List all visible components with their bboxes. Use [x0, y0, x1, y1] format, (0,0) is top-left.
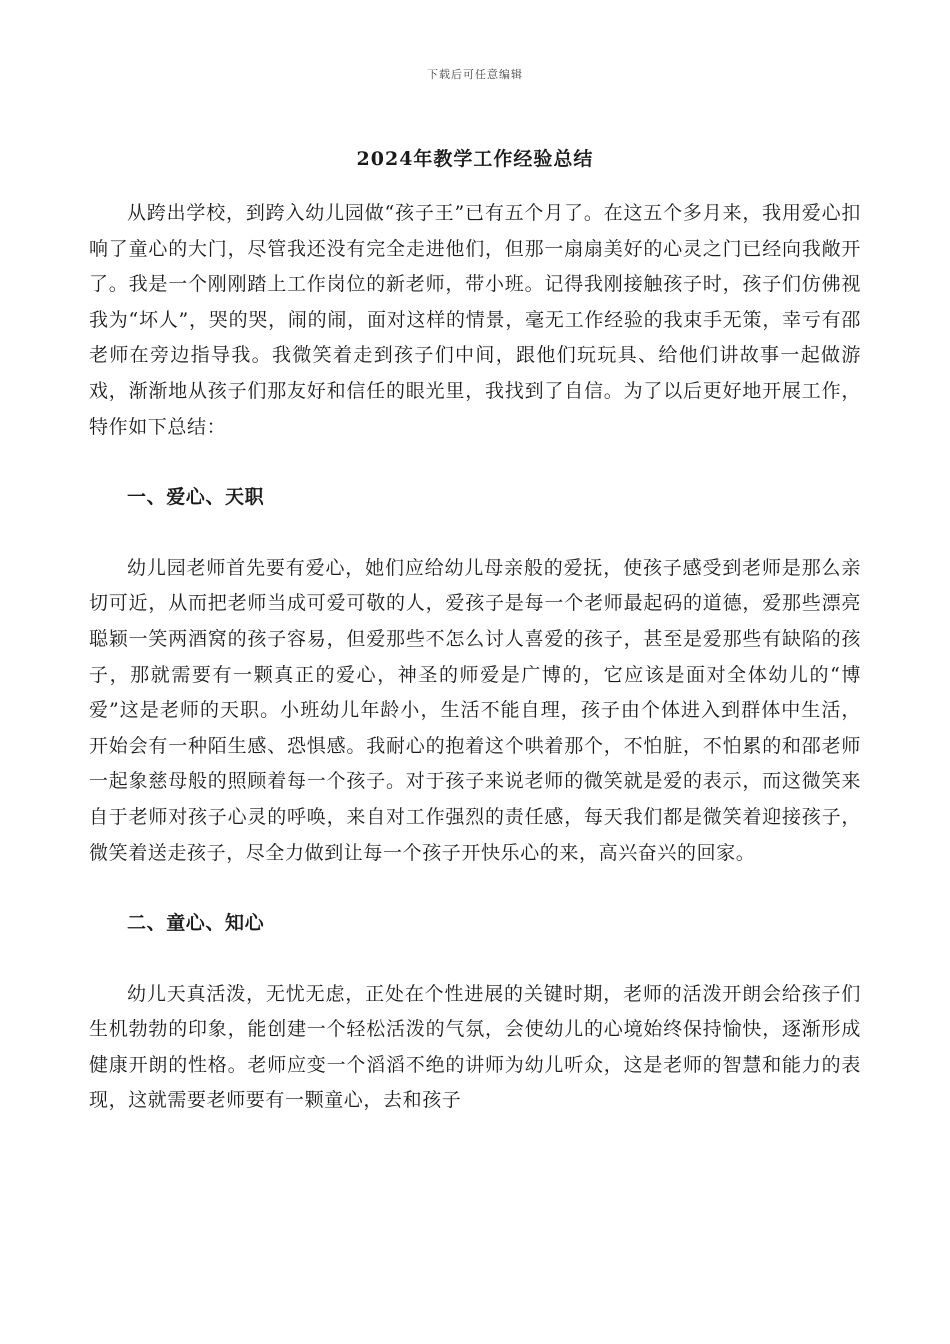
document-title: 2024年教学工作经验总结 [356, 148, 594, 170]
spacer [89, 942, 861, 977]
spacer [89, 871, 861, 906]
section-1-paragraph: 幼儿园老师首先要有爱心，她们应给幼儿母亲般的爱抚，使孩子感受到老师是那么亲切可近，从而把老师当成可爱可敬的人，爱孩子是每一个老师最起码的道德，爱那些漂亮聪颖一笑两酒窝的孩子容易，但爱那些不怎么讨人喜爱的孩子，甚至是爱那些有缺陷的孩子，那就需要有一颗真正的爱心，神圣的师爱是广博的，它应该是面对全体幼儿的“博爱”这是老师的天职。小班幼儿年龄小，生活不能自理，孩子由个体进入到群体中生活，开始会有一种陌生感、恐惧感。我耐心的抱着这个哄着那个，不怕脏，不怕累的和邵老师一起象慈母般的照顾着每一个孩子。对于孩子来说老师的微笑就是爱的表示，而这微笑来自于老师对孩子心灵的呼唤，来自对工作强烈的责任感，每天我们都是微笑着迎接孩子，微笑着送走孩子，尽全力做到让每一个孩子开快乐心的来，高兴奋兴的回家。 [89, 556, 861, 864]
section-2-heading: 二、童心、知心 [127, 912, 265, 935]
intro-paragraph: 从跨出学校，到跨入幼儿园做“孩子王”已有五个月了。在这五个多月来，我用爱心扣响了童心的大门，尽管我还没有完全走进他们，但那一扇扇美好的心灵之门已经向我敞开了。我是一个刚刚踏上工作岗位的新老师，带小班。记得我刚接触孩子时，孩子们仿佛视我为“坏人”，哭的哭，闹的闹，面对这样的情景，毫无工作经验的我束手无策，幸亏有邵老师在旁边指导我。我微笑着走到孩子们中间，跟他们玩玩具、给他们讲故事一起做游戏，渐渐地从孩子们那友好和信任的眼光里，我找到了自信。为了以后更好地开展工作，特作如下总结： [89, 202, 861, 438]
spacer [89, 445, 861, 480]
document-body [89, 196, 861, 1119]
section-1-heading: 一、爱心、天职 [127, 486, 265, 509]
header-note: 下载后可任意编辑 [427, 68, 523, 81]
spacer [89, 516, 861, 551]
section-2-paragraph: 幼儿天真活泼，无忧无虑，正处在个性进展的关键时期，老师的活泼开朗会给孩子们生机勃勃的印象，能创建一个轻松活泼的气氛，会使幼儿的心境始终保持愉快，逐渐形成健康开朗的性格。老师应变一个滔滔不绝的讲师为幼儿听众，这是老师的智慧和能力的表现，这就需要老师要有一颗童心，去和孩子 [89, 982, 861, 1112]
